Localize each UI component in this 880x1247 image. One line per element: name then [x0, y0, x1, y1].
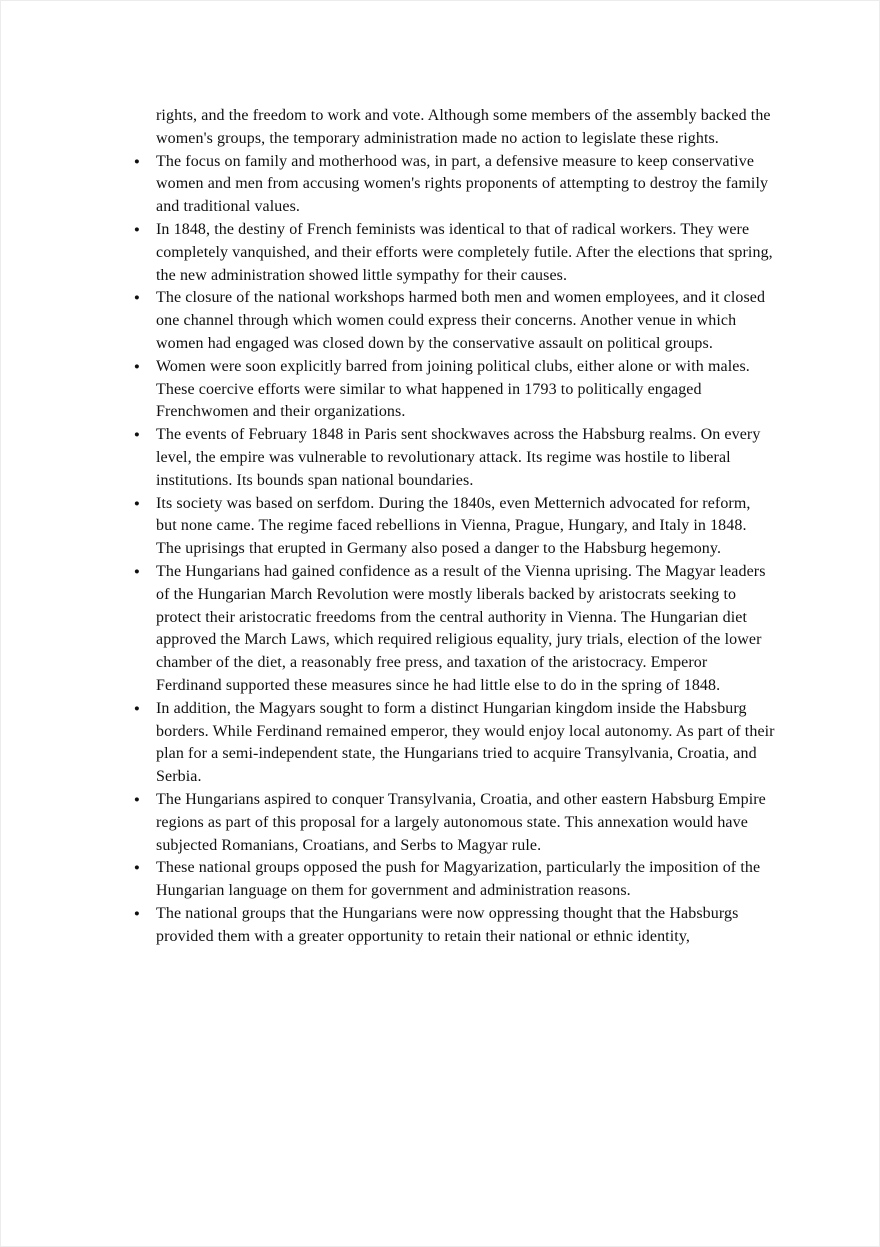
bullet-icon: ●: [134, 703, 140, 714]
bullet-item: [134, 857, 775, 903]
bullet-text: The Hungarians aspired to conquer Transylvania, Croatia, and other eastern Habsburg Empire regions as part of this proposal for a largely autonomous state. This annexation would have subjected Romanians, Croatians, and Serbs to Magyar rule.: [156, 790, 766, 854]
bullet-item: [134, 493, 775, 561]
bullet-item: [134, 903, 775, 949]
bullet-item: [134, 424, 775, 492]
bullet-item: [134, 789, 775, 857]
bullet-item: [134, 151, 775, 219]
bullet-text: These national groups opposed the push for Magyarization, particularly the imposition of the Hungarian language on them for government and administration reasons.: [156, 859, 761, 900]
bullet-icon: ●: [134, 156, 140, 167]
bullet-text: The Hungarians had gained confidence as a result of the Vienna uprising. The Magyar leaders of the Hungarian March Revolution were mostly liberals backed by aristocrats seeking to protect their aristocratic freedoms from the central authority in Vienna. The Hungarian diet approved the March Laws, which required religious equality, jury trials, election of the lower chamber of the diet, a reasonably free press, and taxation of the aristocracy. Emperor Ferdinand supported these measures since he had little else to do in the spring of 1848.: [156, 562, 766, 694]
bullet-icon: ●: [134, 908, 140, 919]
bullet-icon: ●: [134, 293, 140, 304]
bullet-icon: ●: [134, 361, 140, 372]
bullet-list: [134, 151, 775, 949]
bullet-icon: ●: [134, 794, 140, 805]
bullet-item: [134, 219, 775, 287]
bullet-item: [134, 287, 775, 355]
bullet-text: The events of February 1848 in Paris sent shockwaves across the Habsburg realms. On every level, the empire was vulnerable to revolutionary attack. Its regime was hostile to liberal institutions. Its bounds span national boundaries.: [156, 426, 761, 489]
bullet-item: [134, 356, 775, 424]
bullet-text: The national groups that the Hungarians were now oppressing thought that the Habsburgs provided them with a greater opportunity to retain their national or ethnic identity,: [156, 904, 739, 945]
bullet-item: [134, 698, 775, 789]
bullet-icon: ●: [134, 863, 140, 874]
bullet-text: The closure of the national workshops harmed both men and women employees, and it closed one channel through which women could express their concerns. Another venue in which women had engaged was closed down by the conservative assault on political groups.: [156, 289, 766, 352]
bullet-text: Its society was based on serfdom. During the 1840s, even Metternich advocated for reform, but none came. The regime faced rebellions in Vienna, Prague, Hungary, and Italy in 1848. The uprisings that erupted in Germany also posed a danger to the Habsburg hegemony.: [156, 494, 751, 558]
bullet-icon: ●: [134, 566, 140, 577]
bullet-icon: ●: [134, 498, 140, 509]
bullet-text: In 1848, the destiny of French feminists was identical to that of radical workers. They were completely vanquished, and their efforts were completely futile. After the elections that spring, the new administration showed little sympathy for their causes.: [156, 220, 773, 284]
bullet-text: In addition, the Magyars sought to form a distinct Hungarian kingdom inside the Habsburg borders. While Ferdinand remained emperor, they would enjoy local autonomy. As part of their plan for a semi-independent state, the Hungarians tried to acquire Transylvania, Croatia, and Serbia.: [156, 699, 775, 786]
bullet-icon: ●: [134, 430, 140, 441]
bullet-item: [134, 561, 775, 698]
paragraph-continuation: rights, and the freedom to work and vote. Although some members of the assembly backed the women's groups, the temporary administration made no action to legislate these rights.: [156, 107, 771, 147]
bullet-text: Women were soon explicitly barred from joining political clubs, either alone or with males. These coercive efforts were similar to what happened in 1793 to politically engaged Frenchwomen and their organizations.: [156, 357, 750, 421]
bullet-icon: ●: [134, 224, 140, 235]
bullet-text: The focus on family and motherhood was, in part, a defensive measure to keep conservative women and men from accusing women's rights proponents of attempting to destroy the family and traditional values.: [156, 152, 769, 216]
